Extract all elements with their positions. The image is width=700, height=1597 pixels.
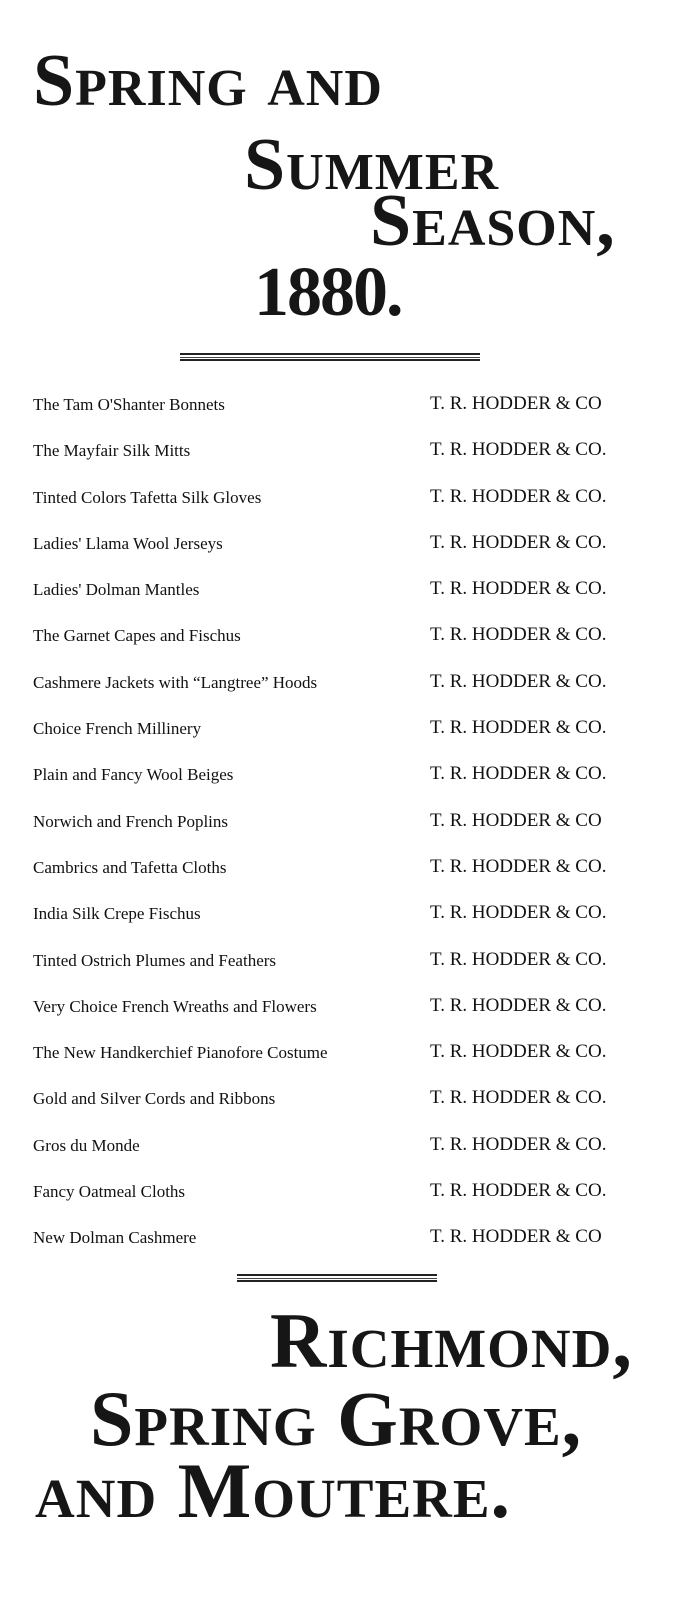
list-item [0,945,700,991]
list-item [0,1083,700,1129]
item-name: Cambrics and Tafetta Cloths [33,857,227,877]
heading-season: Season, [370,180,616,262]
list-item [0,1130,700,1176]
list-item [0,898,700,944]
list-item [0,759,700,805]
firm-name: T. R. HODDER & CO. [430,670,607,692]
footer-and-moutere: and Moutere. [35,1447,512,1534]
top-divider-rule [180,353,480,361]
list-item [0,852,700,898]
item-name: The Garnet Capes and Fischus [33,626,241,646]
firm-name: T. R. HODDER & CO. [430,439,607,461]
list-item [0,806,700,852]
firm-name: T. R. HODDER & CO. [430,994,607,1016]
firm-name: T. R. HODDER & CO. [430,948,607,970]
bottom-divider-rule [237,1274,437,1282]
item-list [0,389,700,1269]
list-item [0,1222,700,1268]
item-name: Gold and Silver Cords and Ribbons [33,1089,276,1109]
list-item [0,389,700,435]
list-item [0,482,700,528]
firm-name: T. R. HODDER & CO. [430,531,607,553]
firm-name: T. R. HODDER & CO. [430,763,607,785]
item-name: Choice French Millinery [33,719,202,739]
firm-name: T. R. HODDER & CO. [430,1180,607,1202]
item-name: The Tam O'Shanter Bonnets [33,395,225,414]
footer-richmond: Richmond, [270,1297,633,1384]
item-name: Fancy Oatmeal Cloths [33,1182,186,1202]
firm-name: T. R. HODDER & CO. [430,1041,607,1063]
list-item [0,667,700,713]
item-name: Gros du Monde [33,1135,140,1155]
firm-name: T. R. HODDER & CO. [430,902,607,924]
list-item [0,1176,700,1222]
item-name: Plain and Fancy Wool Beiges [33,765,234,785]
firm-name: T. R. HODDER & CO. [430,485,607,507]
firm-name: T. R. HODDER & CO [430,809,602,831]
firm-name: T. R. HODDER & CO. [430,717,607,739]
item-name: Tinted Ostrich Plumes and Feathers [33,950,277,970]
heading-year: 1880. [254,254,402,331]
firm-name: T. R. HODDER & CO. [430,624,607,646]
heading-spring-and: Spring and [33,40,383,122]
firm-name: T. R. HODDER & CO [430,393,602,414]
firm-name: T. R. HODDER & CO. [430,855,607,877]
firm-name: T. R. HODDER & CO [430,1226,602,1248]
item-name: New Dolman Cashmere [33,1228,197,1248]
list-item [0,528,700,574]
item-name: Norwich and French Poplins [33,811,229,831]
item-name: India Silk Crepe Fischus [33,904,201,924]
heading-summer: Summer [244,124,500,206]
item-name: Ladies' Dolman Mantles [33,580,200,600]
item-name: Tinted Colors Tafetta Silk Gloves [33,487,262,507]
list-item [0,1037,700,1083]
list-item [0,574,700,620]
list-item [0,713,700,759]
item-name: The Mayfair Silk Mitts [33,441,191,461]
item-name: Cashmere Jackets with “Langtree” Hoods [33,672,318,692]
firm-name: T. R. HODDER & CO. [430,1087,607,1109]
firm-name: T. R. HODDER & CO. [430,578,607,600]
list-item [0,991,700,1037]
list-item [0,620,700,666]
footer-spring-grove: Spring Grove, [90,1375,583,1462]
list-item [0,435,700,481]
firm-name: T. R. HODDER & CO. [430,1133,607,1155]
item-name: Very Choice French Wreaths and Flowers [33,996,317,1016]
item-name: The New Handkerchief Pianofore Costume [33,1043,328,1063]
item-name: Ladies' Llama Wool Jerseys [33,533,223,553]
